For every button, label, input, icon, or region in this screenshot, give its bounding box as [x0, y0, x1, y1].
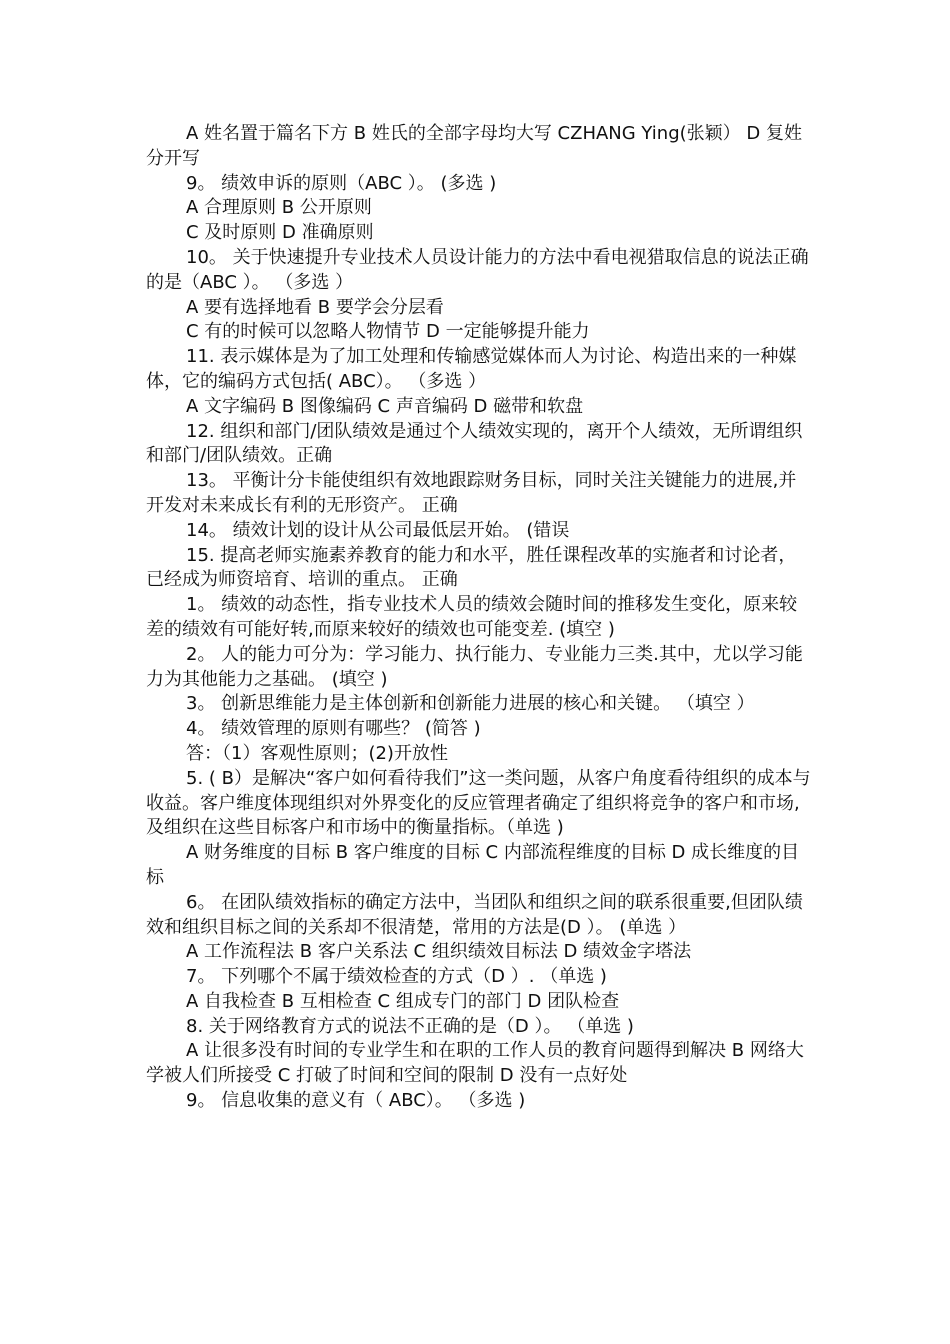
paragraph-single-7-options: A 自我检查 B 互相检查 C 组成专门的部门 D 团队检查 [186, 990, 620, 1012]
paragraph-q10-options-cd: C 有的时候可以忽略人物情节 D 一定能够提升能力 [186, 321, 590, 343]
paragraph-single-6-team-metrics: 6。 在团队绩效指标的确定方法中，当团队和组织之间的联系很重要,但团队绩效和组织目标之间的关系却不很清楚，常用的方法是(D ）。 (单选 ） [146, 891, 803, 938]
paragraph-fill-2-abilities: 2。 人的能力可分为：学习能力、执行能力、专业能力三类.其中，尤以学习能力为其他能力之基础。 (填空 ) [146, 643, 803, 690]
paragraph-short-4-principles: 4。 绩效管理的原则有哪些？ (简答 ) [186, 718, 481, 740]
paragraph-single-8-online-education: 8. 关于网络教育方式的说法不正确的是（D ）。 （单选 ) [186, 1015, 634, 1037]
paragraph-q13-balanced-scorecard: 13。 平衡计分卡能使组织有效地跟踪财务目标，同时关注关键能力的进展,并开发对未来成长有利的无形资产。 正确 [146, 470, 797, 516]
paragraph-q10-options-ab: A 要有选择地看 B 要学会分层看 [186, 296, 444, 318]
paragraph-fill-3-innovation: 3。 创新思维能力是主体创新和创新能力进展的核心和关键。 （填空 ） [186, 693, 755, 715]
paragraph-q14-plan-design: 14。 绩效计划的设计从公司最低层开始。 (错误 [186, 519, 570, 541]
paragraph-q9-options-cd: C 及时原则 D 准确原则 [186, 222, 374, 244]
paragraph-q8-options: A 姓名置于篇名下方 B 姓氏的全部字母均大写 CZHANG Ying(张颖） D 复姓分开写 [146, 123, 802, 169]
paragraph-single-8-options: A 让很多没有时间的专业学生和在职的工作人员的教育问题得到解决 B 网络大学被人们所接受 C 打破了时间和空间的限制 D 没有一点好处 [146, 1040, 804, 1087]
paragraph-q12-team-performance: 12. 组织和部门/团队绩效是通过个人绩效实现的，离开个人绩效，无所谓组织和部门/团队绩效。正确 [146, 420, 803, 467]
paragraph-q15-teacher-ability: 15. 提高老师实施素养教育的能力和水平，胜任课程改革的实施者和讨论者，已经成为师资培育、培训的重点。 正确 [146, 544, 797, 591]
paragraph-single-6-options: A 工作流程法 B 客户关系法 C 组织绩效目标法 D 绩效金字塔法 [186, 941, 692, 963]
paragraph-multi-9-info-collection: 9。 信息收集的意义有（ ABC）。 （多选 ) [186, 1090, 526, 1112]
paragraph-q9-appeal-principles: 9。 绩效申诉的原则（ABC ）。 (多选 ) [186, 172, 497, 194]
document-page [146, 122, 814, 1114]
paragraph-single-5-customer: 5. ( B）是解决“客户如何看待我们”这一类问题，从客户角度看待组织的成本与收益。客户维度体现组织对外界变化的反应管理者确定了组织将竞争的客户和市场,及组织在这些目标客户和市场中的衡量指标。（单选 ) [146, 767, 811, 839]
paragraph-q11-media-encoding: 11. 表示媒体是为了加工处理和传输感觉媒体而人为讨论、构造出来的一种媒体，它的编码方式包括( ABC）。 （多选 ） [146, 346, 797, 392]
paragraph-single-5-options: A 财务维度的目标 B 客户维度的目标 C 内部流程维度的目标 D 成长维度的目标 [146, 842, 800, 888]
paragraph-short-4-answer: 答：（1）客观性原则；(2)开放性 [186, 742, 448, 764]
paragraph-q11-options: A 文字编码 B 图像编码 C 声音编码 D 磁带和软盘 [186, 395, 584, 417]
paragraph-fill-1-dynamics: 1。 绩效的动态性，指专业技术人员的绩效会随时间的推移发生变化，原来较差的绩效有可能好转,而原来较好的绩效也可能变差. (填空 ) [146, 594, 798, 640]
paragraph-single-7-inspection: 7。 下列哪个不属于绩效检查的方式（D ）. （单选 ) [186, 966, 607, 988]
paragraph-q10-tv-method: 10。 关于快速提升专业技术人员设计能力的方法中看电视猎取信息的说法正确的是（ABC ）。 （多选 ） [146, 246, 809, 293]
paragraph-q9-options-ab: A 合理原则 B 公开原则 [186, 197, 372, 219]
